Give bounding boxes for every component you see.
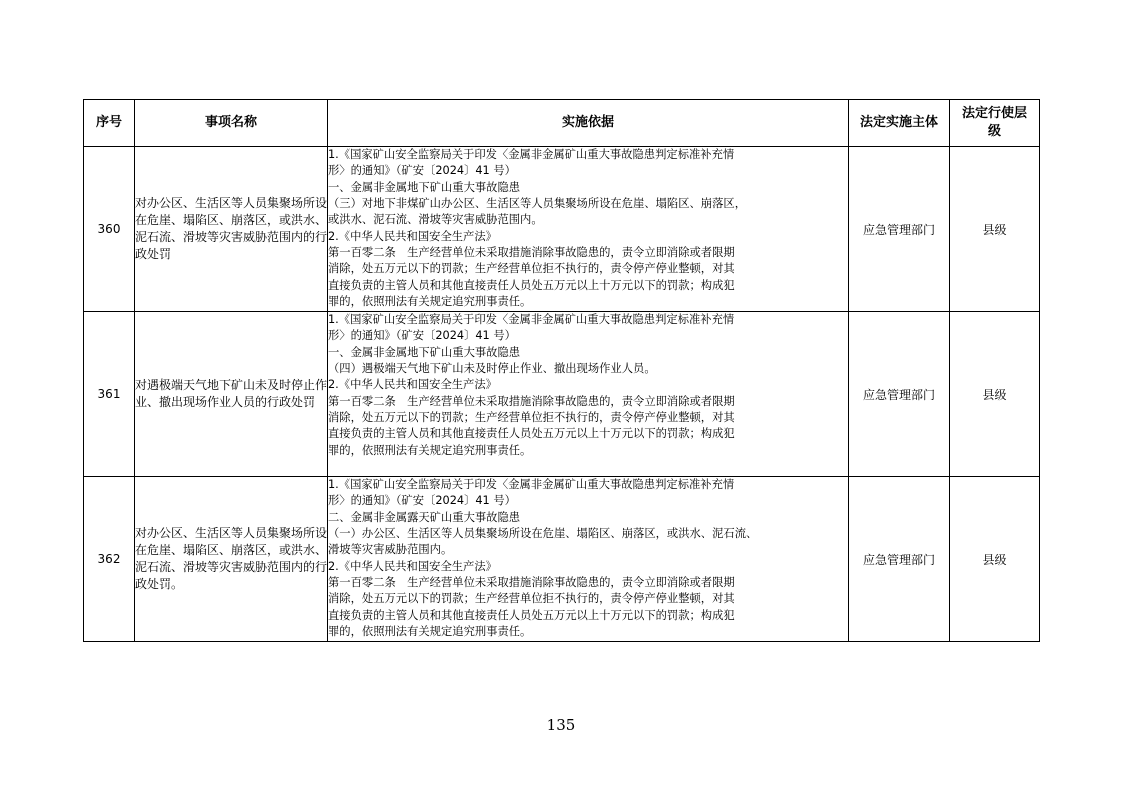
- table-row: [84, 312, 1040, 477]
- basis-line: 形〉的通知》（矿安〔2024〕41 号）: [328, 494, 516, 508]
- basis-line: 直接负责的主管人员和其他直接责任人员处五万元以上十万元以下的罚款；构成犯: [328, 608, 735, 622]
- row-item-name: 对办公区、生活区等人员集聚场所设在危崖、塌陷区、崩落区，或洪水、泥石流、滑坡等灾害威胁范围内的行政处罚: [135, 147, 328, 312]
- table-row: [84, 147, 1040, 312]
- basis-line: 罪的，依照刑法有关规定追究刑事责任。: [328, 443, 532, 457]
- header-level: 法定行使层级: [950, 100, 1040, 147]
- header-number: 序号: [84, 100, 135, 147]
- row-number: 360: [84, 147, 135, 312]
- row-subject: 应急管理部门: [849, 312, 950, 477]
- row-number: 362: [84, 477, 135, 642]
- basis-line: （一）办公区、生活区等人员集聚场所设在危崖、塌陷区、崩落区，或洪水、泥石流、: [328, 527, 758, 541]
- row-item-name: 对遇极端天气地下矿山未及时停止作业、撤出现场作业人员的行政处罚: [135, 312, 328, 477]
- row-level: 县级: [950, 312, 1040, 477]
- basis-line: 一、金属非金属地下矿山重大事故隐患: [328, 180, 521, 194]
- basis-line: 形〉的通知》（矿安〔2024〕41 号）: [328, 329, 516, 343]
- basis-line: 消除，处五万元以下的罚款；生产经营单位拒不执行的，责令停产停业整顿，对其: [328, 592, 735, 606]
- row-number: 361: [84, 312, 135, 477]
- basis-line: 二、金属非金属露天矿山重大事故隐患: [328, 510, 521, 524]
- basis-line: 第一百零二条 生产经营单位未采取措施消除事故隐患的，责令立即消除或者限期: [328, 576, 735, 590]
- row-basis: [328, 147, 849, 312]
- header-item-name: 事项名称: [135, 100, 328, 147]
- basis-line: 滑坡等灾害威胁范围内。: [328, 543, 453, 557]
- basis-line: 2.《中华人民共和国安全生产法》: [328, 229, 497, 243]
- row-level: 县级: [950, 147, 1040, 312]
- row-subject: 应急管理部门: [849, 477, 950, 642]
- basis-line: 罪的，依照刑法有关规定追究刑事责任。: [328, 625, 532, 639]
- header-row: [84, 100, 1040, 147]
- row-basis: [328, 312, 849, 477]
- basis-line: 直接负责的主管人员和其他直接责任人员处五万元以上十万元以下的罚款；构成犯: [328, 427, 735, 441]
- header-basis: 实施依据: [328, 100, 849, 147]
- row-basis: [328, 477, 849, 642]
- basis-line: （四）遇极端天气地下矿山未及时停止作业、撤出现场作业人员。: [328, 362, 656, 376]
- basis-line: 2.《中华人民共和国安全生产法》: [328, 378, 497, 392]
- basis-line: 直接负责的主管人员和其他直接责任人员处五万元以上十万元以下的罚款；构成犯: [328, 278, 735, 292]
- basis-line: 形〉的通知》（矿安〔2024〕41 号）: [328, 164, 516, 178]
- page-number: 135: [546, 716, 576, 734]
- basis-line: 1.《国家矿山安全监察局关于印发〈金属非金属矿山重大事故隐患判定标准补充情: [328, 148, 735, 161]
- basis-line: 第一百零二条 生产经营单位未采取措施消除事故隐患的，责令立即消除或者限期: [328, 394, 735, 408]
- header-subject: 法定实施主体: [849, 100, 950, 147]
- basis-line: 第一百零二条 生产经营单位未采取措施消除事故隐患的，责令立即消除或者限期: [328, 246, 735, 260]
- basis-line: 一、金属非金属地下矿山重大事故隐患: [328, 345, 521, 359]
- penalty-table: [83, 99, 1040, 642]
- basis-line: 2.《中华人民共和国安全生产法》: [328, 559, 497, 573]
- basis-line: 消除，处五万元以下的罚款；生产经营单位拒不执行的，责令停产停业整顿，对其: [328, 411, 735, 425]
- basis-line: 消除，处五万元以下的罚款；生产经营单位拒不执行的，责令停产停业整顿，对其: [328, 262, 735, 276]
- basis-line: 罪的，依照刑法有关规定追究刑事责任。: [328, 295, 532, 309]
- row-subject: 应急管理部门: [849, 147, 950, 312]
- basis-line: （三）对地下非煤矿山办公区、生活区等人员集聚场所设在危崖、塌陷区、崩落区，: [328, 197, 746, 211]
- basis-line: 1.《国家矿山安全监察局关于印发〈金属非金属矿山重大事故隐患判定标准补充情: [328, 313, 735, 326]
- row-level: 县级: [950, 477, 1040, 642]
- basis-line: 或洪水、泥石流、滑坡等灾害威胁范围内。: [328, 213, 543, 227]
- row-item-name: 对办公区、生活区等人员集聚场所设在危崖、塌陷区、崩落区，或洪水、泥石流、滑坡等灾害威胁范围内的行政处罚。: [135, 477, 328, 642]
- table-row: [84, 477, 1040, 642]
- basis-line: 1.《国家矿山安全监察局关于印发〈金属非金属矿山重大事故隐患判定标准补充情: [328, 478, 735, 491]
